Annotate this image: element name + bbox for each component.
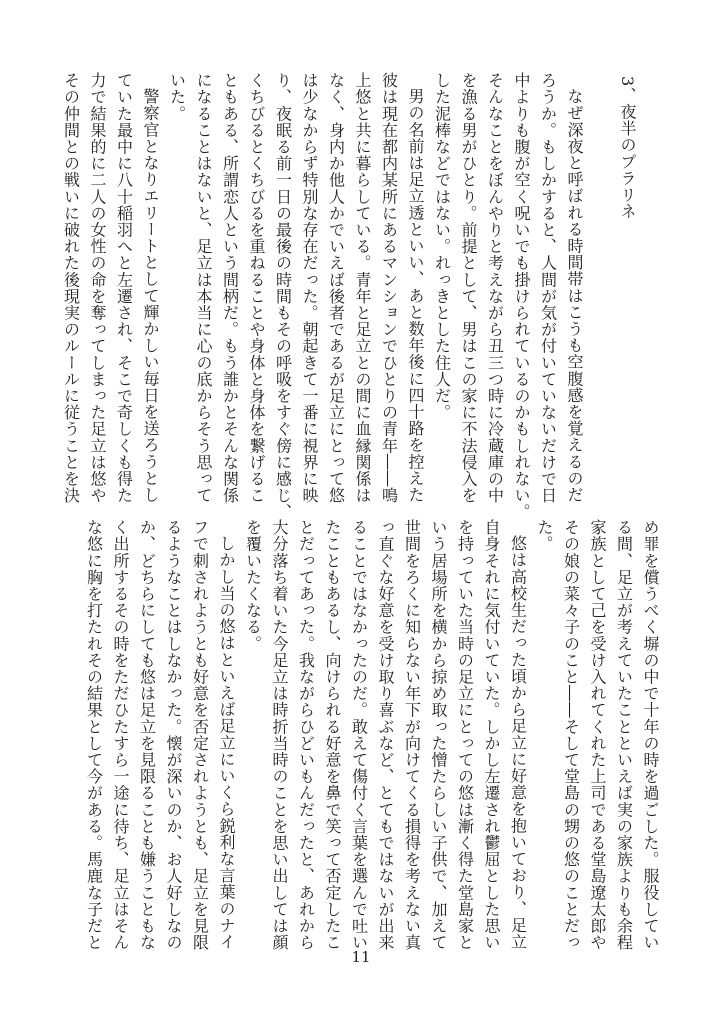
text-line: 警察官となりエリートとして輝かしい毎日を送ろうとし bbox=[141, 88, 160, 503]
text-line: 世間をろくに知らない年下が向けてくる損得を考えない真 bbox=[402, 519, 422, 951]
text-line: 中よりも腹が空く呪いでも掛けられているのかもしれない。 bbox=[512, 72, 531, 521]
text-line: 家族として己を受け入れてくれた上司である堂島遼太郎や bbox=[588, 519, 607, 951]
text-line: ることではなかったのだ。敢えて傷付く言葉を選んで吐い bbox=[349, 519, 369, 951]
text-line: り、夜眠る前一日の最後の時間もその呼吸をすぐ傍に感じ、 bbox=[273, 72, 293, 521]
text-line: 彼は現在都内某所にあるマンションでひとりの青年――鳴 bbox=[379, 72, 399, 504]
chapter-heading: 3、夜半のプラリネ bbox=[618, 76, 637, 220]
text-line: は少なからず特別な存在だった。朝起きて一番に視界に映 bbox=[300, 72, 319, 504]
text-line: を持っていた当時の足立にとっての悠は漸く得た堂島家と bbox=[455, 519, 475, 951]
text-line: た。 bbox=[535, 519, 554, 553]
text-line: め罪を償うべく塀の中で十年の時を過ごした。服役してい bbox=[641, 519, 660, 951]
text-line: とだってあった。我ながらひどいもんだったと、あれから bbox=[296, 519, 316, 951]
text-line: な悠に胸を打たれその結果として今がある。馬鹿な子だと bbox=[84, 519, 104, 951]
text-line: ろうか。もしかすると、人間が気が付いていないだけで日 bbox=[538, 72, 558, 504]
text-line: いた。 bbox=[167, 72, 187, 122]
text-line: その仲間との戦いに破れた後現実のルールに従うことを決 bbox=[61, 72, 81, 504]
text-line: ともある、所謂恋人という間柄だ。もう誰かとそんな関係 bbox=[220, 72, 240, 504]
text-line: 自身それに気付いていた。しかし左遷され鬱屈とした思い bbox=[482, 519, 501, 951]
text-line: 上悠と共に暮らしている。青年と足立との間に血縁関係は bbox=[353, 72, 372, 504]
text-line: たこともあるし、向けられる好意を鼻で笑って否定したこ bbox=[323, 519, 342, 951]
text-line: しかし当の悠はといえば足立にいくら鋭利な言葉のナイ bbox=[217, 535, 236, 950]
text-line: いう居場所を横から掠め取った憎たらしい子供で、加えて bbox=[429, 519, 448, 951]
text-line: く出所するその時をただひたすら一途に待ち、足立はそん bbox=[111, 519, 130, 951]
text-line: なぜ深夜と呼ばれる時間帯はこうも空腹感を覚えるのだ bbox=[565, 88, 584, 503]
text-line: その娘の菜々子のこと――そして堂島の甥の悠のことだっ bbox=[561, 519, 581, 951]
text-line: フで刺されようとも好意を否定されようとも、足立を見限 bbox=[190, 519, 210, 951]
text-line: した泥棒などではない。れっきとした住人だ。 bbox=[432, 72, 452, 421]
text-line: るようなことはしなかった。懐が深いのか、お人好しなの bbox=[164, 519, 183, 951]
text-line: 力で結果的に二人の女性の命を奪ってしまった足立は悠や bbox=[88, 72, 107, 504]
text-line: になることはないと、足立は本当に心の底からそう思って bbox=[194, 72, 213, 504]
text-line: なく、身内か他人かでいえば後者であるが足立にとって悠 bbox=[326, 72, 346, 504]
top-text-block bbox=[57, 72, 640, 521]
text-line: を漁る男がひとり。前提として、男はこの家に不法侵入を bbox=[459, 72, 478, 504]
text-line: っ直ぐな好意を受け取り喜ぶなど、とてもではないが出来 bbox=[376, 519, 395, 951]
page-number: 11 bbox=[351, 948, 371, 966]
text-line: 男の名前は足立透といい、あと数年後に四十路を控えた bbox=[406, 88, 425, 503]
text-line: くちびるとくちびるを重ねることや身体と身体を繋げるこ bbox=[247, 72, 266, 504]
text-line: る間、足立が考えていたことといえば実の家族よりも余程 bbox=[614, 519, 634, 951]
text-line: か、どちらにしても悠は足立を見限ることも嫌うこともな bbox=[137, 519, 157, 951]
bottom-text-block bbox=[80, 519, 663, 951]
text-line: そんなことをぼんやりと考えながら丑三つ時に冷蔵庫の中 bbox=[485, 72, 505, 504]
text-line: を覆いたくなる。 bbox=[243, 519, 263, 652]
text-line: 大分落ち着いた今足立は時折当時のことを思い出しては顔 bbox=[270, 519, 289, 951]
text-line: ていた最中に八十稲羽へと左遷され、そこで奇しくも得た bbox=[114, 72, 134, 504]
text-line: 悠は高校生だった頃から足立に好意を抱いており、足立 bbox=[508, 535, 528, 950]
